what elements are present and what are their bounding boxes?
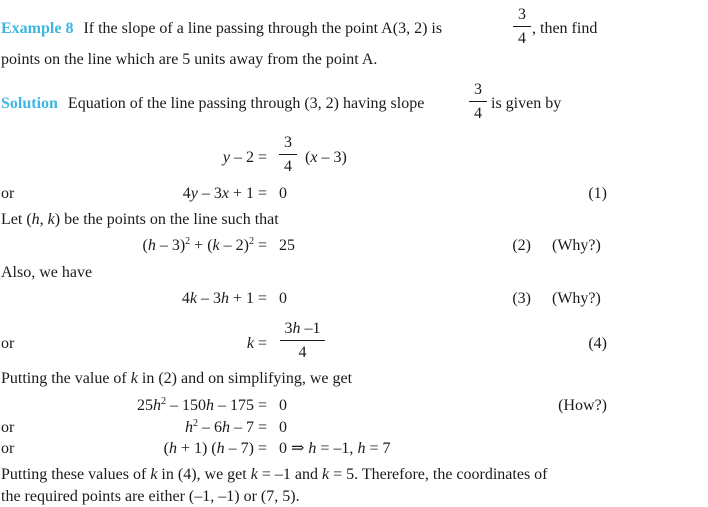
solution-text: Equation of the line passing through (3, 2) having slope — [67, 95, 425, 112]
eq2-tag: (2) — [512, 237, 531, 254]
eq1-lhs: 4y – 3x + 1 = — [182, 185, 267, 202]
eq4-prefix: or — [1, 335, 15, 352]
putting-line-1: Putting the value of k in (2) and on simplifying, we get — [1, 370, 353, 387]
eq5-how: (How?) — [558, 397, 607, 414]
eq7-prefix: or — [1, 440, 15, 457]
fraction-numerator: 3 — [284, 134, 292, 151]
fraction-denominator: 4 — [284, 158, 292, 175]
solution-slope-fraction — [469, 81, 487, 123]
eq6-rhs: 0 — [279, 419, 287, 436]
eq7-rhs: 0 ⇒ h = –1, h = 7 — [279, 440, 391, 457]
eq3-why: (Why?) — [552, 290, 601, 307]
eq4-fraction — [280, 320, 325, 362]
eq1-tag: (1) — [588, 185, 607, 202]
fraction-bar — [513, 26, 531, 27]
fraction-denominator: 4 — [474, 105, 482, 122]
also-line: Also, we have — [1, 264, 93, 281]
putting-line-2a: Putting these values of k in (4), we get k = –1 and k = 5. Therefore, the coordinates of — [1, 466, 548, 483]
fraction-numerator: 3 — [474, 81, 482, 98]
eq6-prefix: or — [1, 419, 15, 436]
solution-label: Solution — [1, 95, 58, 112]
example-text-after: , then find — [532, 20, 598, 37]
solution-line — [1, 95, 424, 113]
eq2-rhs: 25 — [279, 237, 295, 254]
eq3-tag: (3) — [512, 290, 531, 307]
fraction-denominator: 4 — [518, 30, 526, 47]
eq6-lhs: $h^2 - 6h - 7$ = — [184, 418, 267, 436]
putting-line-2b: the required points are either (–1, –1) or (7, 5). — [1, 488, 300, 505]
eq7-lhs: (h + 1) (h – 7) = — [163, 440, 267, 457]
eq4-tag: (4) — [588, 335, 607, 352]
eq5-rhs: 0 — [279, 397, 287, 414]
eq2-why: (Why?) — [552, 237, 601, 254]
fraction-bar — [469, 101, 487, 102]
eq1-prefix: or — [1, 185, 15, 202]
example-slope-fraction — [513, 6, 531, 48]
eq3-lhs: 4k – 3h + 1 = — [181, 290, 267, 307]
fraction-denominator: 4 — [298, 344, 307, 361]
example-line-1 — [1, 20, 442, 38]
eq3-rhs: 0 — [279, 290, 287, 307]
fraction-bar — [279, 154, 297, 155]
example-text: If the slope of a line passing through the point A(3, 2) is — [83, 20, 443, 37]
eq4-lhs: k = — [246, 335, 267, 352]
eq5-lhs: $25h^2 - 150h - 175$ = — [136, 396, 267, 414]
eq0-lhs: y – 2 = — [222, 149, 267, 166]
solution-text-after: is given by — [491, 95, 562, 112]
example-line-2: points on the line which are 5 units away from the point A. — [1, 51, 378, 68]
fraction-numerator: 3h –1 — [284, 320, 321, 337]
fraction-bar — [280, 340, 325, 341]
eq0-fraction — [279, 134, 297, 176]
eq2-lhs: (h – 3)$^2$ + (k – 2)$^2$ = — [142, 236, 267, 254]
fraction-numerator: 3 — [518, 6, 526, 23]
eq0-rhs: (x – 3) — [305, 149, 347, 166]
example-label: Example 8 — [1, 20, 74, 37]
eq1-rhs: 0 — [279, 185, 287, 202]
let-line: Let (h, k) be the points on the line such that — [1, 211, 279, 228]
